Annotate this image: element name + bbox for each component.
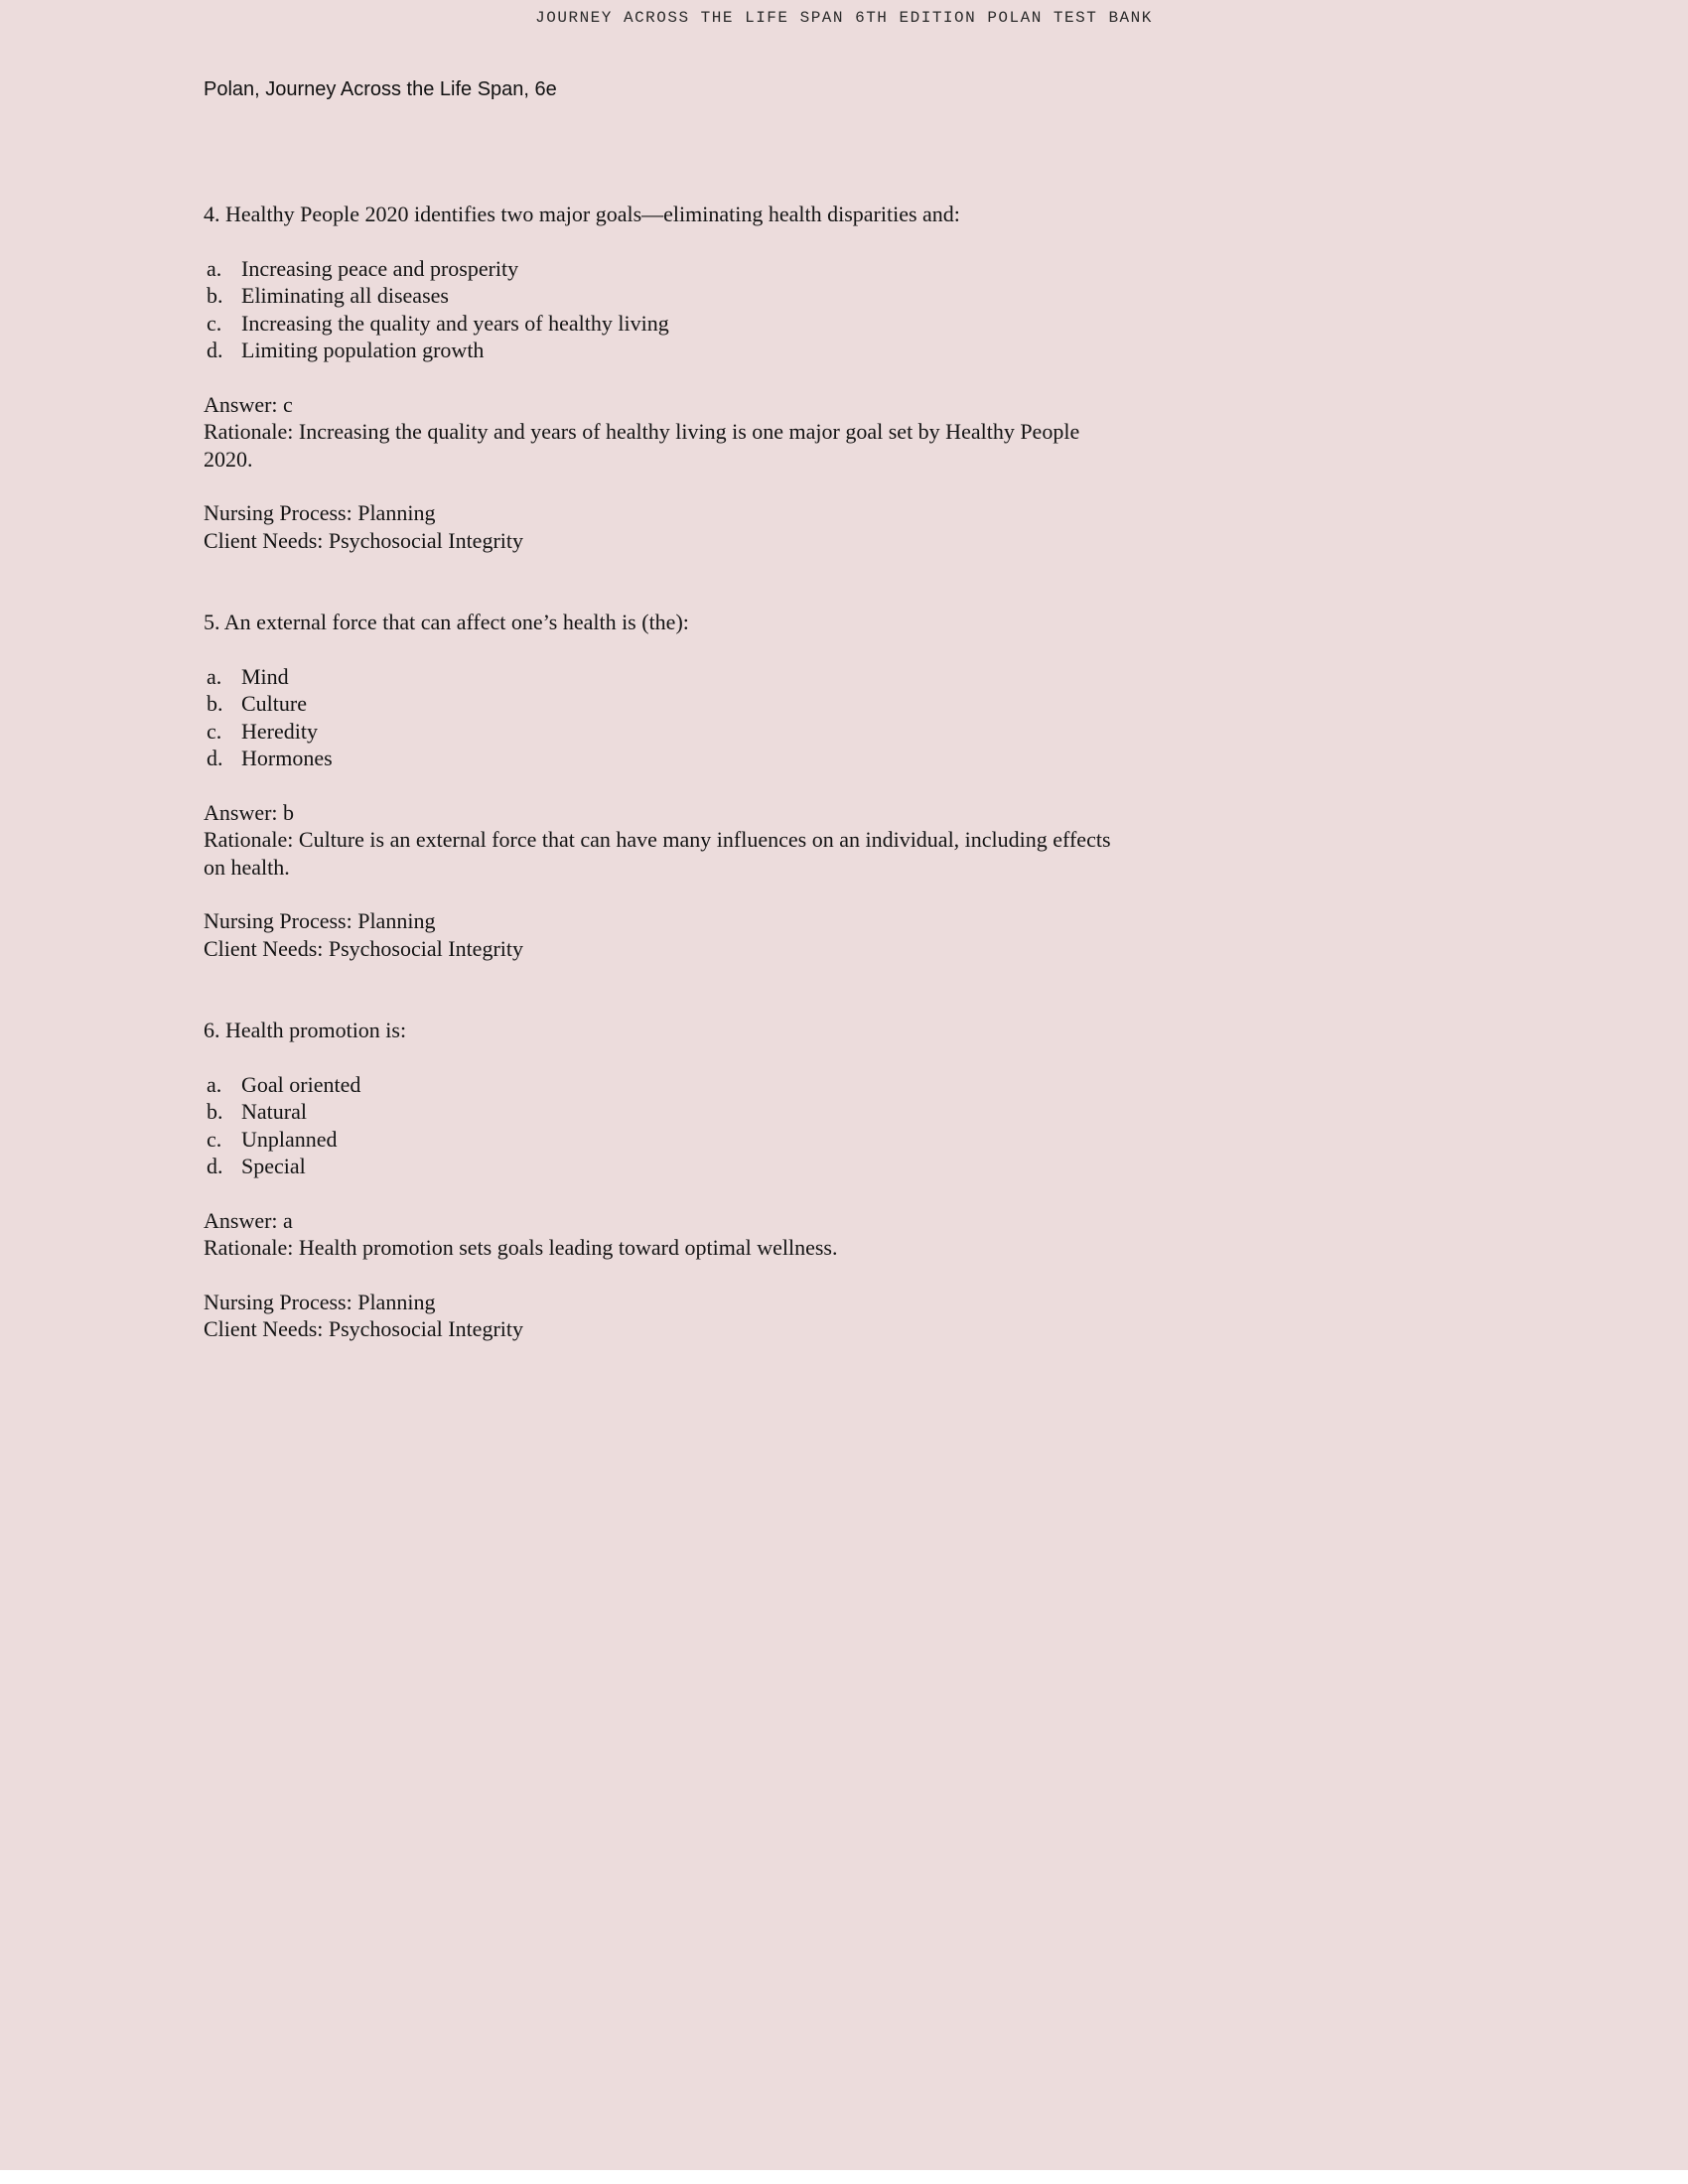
meta-block <box>204 1289 1112 1343</box>
meta-block <box>204 907 1112 962</box>
page-bottom-edge <box>0 2170 1688 2184</box>
option-text: Increasing the quality and years of healthy living <box>241 310 669 336</box>
client-needs-line: Client Needs: Psychosocial Integrity <box>204 935 523 961</box>
meta-block <box>204 499 1112 554</box>
answer-block <box>204 1207 1112 1262</box>
answer-line: Answer: b <box>204 799 295 825</box>
option-text: Special <box>241 1154 306 1178</box>
option-text: Eliminating all diseases <box>241 283 449 308</box>
answer-block <box>204 799 1112 882</box>
option-label: d. <box>207 338 223 362</box>
question-4 <box>204 201 1112 554</box>
client-needs-line: Client Needs: Psychosocial Integrity <box>204 1316 523 1341</box>
option-label: b. <box>207 691 223 716</box>
option-text: Culture <box>241 691 307 716</box>
option-label: a. <box>207 663 222 689</box>
option-d <box>204 337 1112 364</box>
option-label: b. <box>207 283 223 308</box>
option-a <box>204 255 1112 283</box>
option-b <box>204 1098 1112 1126</box>
option-label: d. <box>207 1154 223 1178</box>
options-list <box>204 255 1112 364</box>
question-text: 5. An external force that can affect one’s health is (the): <box>204 610 689 634</box>
question-text: 6. Health promotion is: <box>204 1018 407 1042</box>
nursing-process-line: Nursing Process: Planning <box>204 500 436 525</box>
rationale-line: Rationale: Health promotion sets goals leading toward optimal wellness. <box>204 1235 838 1260</box>
option-c <box>204 1126 1112 1154</box>
option-label: d. <box>207 746 223 770</box>
book-title: Polan, Journey Across the Life Span, 6e <box>204 78 557 100</box>
option-label: c. <box>207 1126 222 1152</box>
question-5 <box>204 609 1112 962</box>
option-c <box>204 310 1112 338</box>
option-d <box>204 1153 1112 1180</box>
option-text: Hormones <box>241 746 333 770</box>
options-list <box>204 663 1112 772</box>
option-text: Limiting population growth <box>241 338 485 362</box>
option-label: a. <box>207 255 222 281</box>
option-a <box>204 1071 1112 1099</box>
answer-line: Answer: a <box>204 1207 293 1233</box>
option-label: b. <box>207 1099 223 1124</box>
option-text: Heredity <box>241 718 318 744</box>
option-b <box>204 690 1112 718</box>
option-text: Goal oriented <box>241 1071 361 1097</box>
answer-block <box>204 391 1112 474</box>
document-body <box>204 201 1112 1343</box>
nursing-process-line: Nursing Process: Planning <box>204 1289 436 1314</box>
options-list <box>204 1071 1112 1180</box>
option-text: Unplanned <box>241 1126 338 1152</box>
option-text: Natural <box>241 1099 307 1124</box>
option-d <box>204 745 1112 772</box>
option-a <box>204 663 1112 691</box>
option-label: c. <box>207 310 222 336</box>
document-header: JOURNEY ACROSS THE LIFE SPAN 6TH EDITION POLAN TEST BANK <box>535 9 1153 27</box>
nursing-process-line: Nursing Process: Planning <box>204 908 436 933</box>
question-text: 4. Healthy People 2020 identifies two major goals—eliminating health disparities and: <box>204 202 960 226</box>
option-label: c. <box>207 718 222 744</box>
option-b <box>204 282 1112 310</box>
option-text: Increasing peace and prosperity <box>241 255 519 281</box>
answer-line: Answer: c <box>204 391 293 417</box>
option-text: Mind <box>241 663 289 689</box>
option-label: a. <box>207 1071 222 1097</box>
rationale-line: Rationale: Increasing the quality and years of healthy living is one major goal set by Healthy People 2020. <box>204 419 1080 472</box>
client-needs-line: Client Needs: Psychosocial Integrity <box>204 527 523 553</box>
option-c <box>204 718 1112 746</box>
rationale-line: Rationale: Culture is an external force that can have many influences on an individual, including effects on health. <box>204 827 1111 880</box>
question-6 <box>204 1017 1112 1343</box>
